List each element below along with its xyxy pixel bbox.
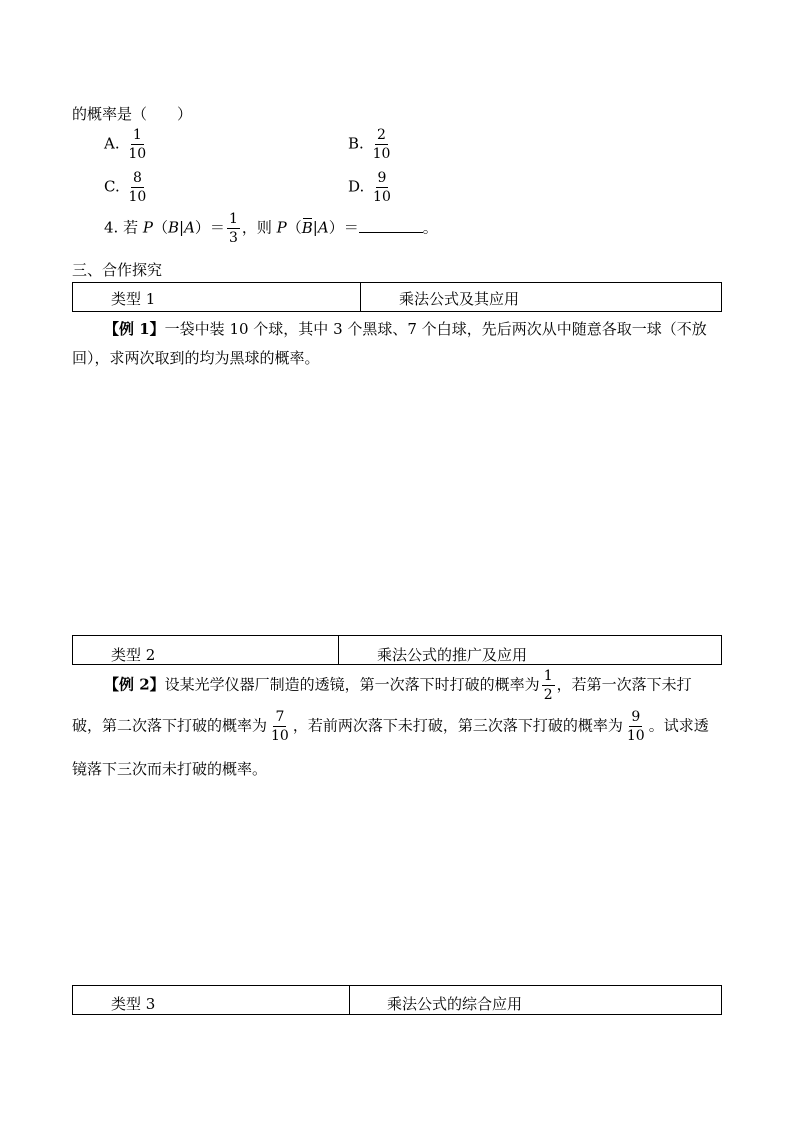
fraction: $\frac{9}{10}$: [626, 709, 645, 744]
option-fraction: $\frac{2}{10}$: [372, 127, 391, 162]
type-3-header: [72, 985, 722, 1015]
option-fraction: $\frac{8}{10}$: [128, 170, 147, 205]
option-letter: D.: [348, 177, 365, 196]
option-fraction: $\frac{9}{10}$: [373, 170, 391, 205]
fraction: $\frac{7}{10}$: [271, 709, 289, 744]
question-4: 4. 若 P（B|A）＝ $\frac{1}{3}$ ，则 P（B|A）＝ 。: [104, 211, 438, 246]
fraction: $\frac{1}{3}$: [228, 211, 238, 246]
type-label: 类型 3: [111, 995, 156, 1013]
type-label: 类型 1: [111, 290, 156, 308]
option-b: [348, 128, 394, 161]
type-title: 乘法公式的推广及应用: [377, 646, 528, 664]
option-letter: B.: [348, 134, 364, 153]
b-complement: B: [301, 218, 313, 237]
type-label: 类型 2: [111, 646, 156, 664]
example-2-line-3: 镜落下三次而未打破的概率。: [72, 760, 268, 778]
option-c: [104, 171, 150, 204]
type-title: 乘法公式的综合应用: [387, 995, 523, 1013]
example-2-line-2: 破，第二次落下打破的概率为 $\frac{7}{10}$ ，若前两次落下未打破，第三次落下打破的概率为 $\frac{9}{10}$ 。试求透: [72, 709, 709, 744]
question-3-stem-tail: 的概率是（ ）: [72, 105, 193, 123]
example-2-line-1: 【例 2】设某光学仪器厂制造的透镜，第一次落下时打破的概率为 $\frac{1}{2}$ ，若第一次落下未打: [104, 668, 692, 703]
fraction: $\frac{1}{2}$: [543, 668, 553, 703]
option-d: [348, 171, 395, 204]
answer-blank[interactable]: [359, 218, 423, 233]
type-1-header: [72, 282, 722, 312]
option-letter: A.: [104, 134, 120, 153]
type-title: 乘法公式及其应用: [399, 290, 520, 308]
option-fraction: $\frac{1}{10}$: [128, 127, 147, 162]
example-tag: 【例 2】: [104, 675, 165, 694]
option-letter: C.: [104, 177, 120, 196]
type-2-header: [72, 635, 722, 665]
option-a: [104, 128, 150, 161]
section-title: 三、合作探究: [72, 261, 163, 279]
example-tag: 【例 1】: [104, 320, 165, 338]
